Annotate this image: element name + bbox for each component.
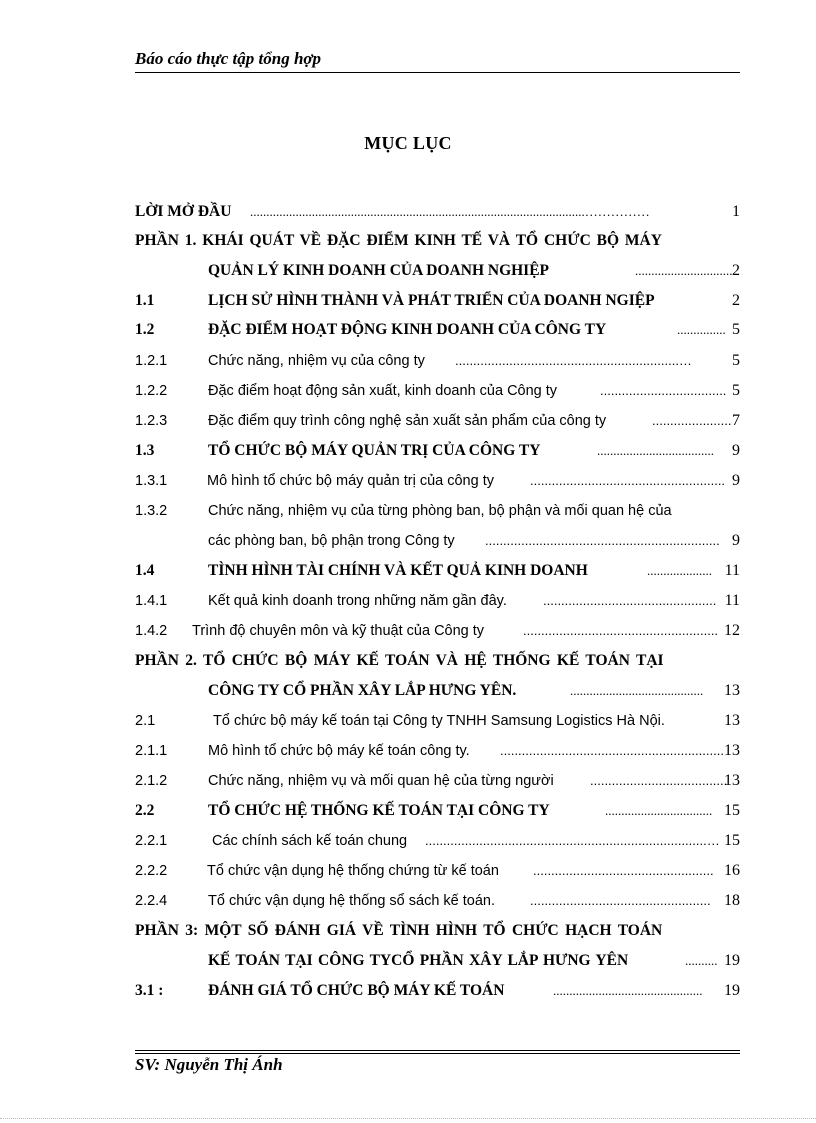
toc-entry[interactable]	[135, 260, 740, 282]
toc-entry-title: QUẢN LÝ KINH DOANH CỦA DOANH NGHIỆP	[208, 262, 550, 279]
toc-entry[interactable]	[135, 470, 740, 492]
toc-entry[interactable]	[135, 380, 740, 402]
toc-section-number: 1.2.1	[135, 353, 168, 369]
toc-section-number: 1.3.1	[135, 473, 168, 489]
toc-entry-title: Trình độ chuyên môn và kỹ thuật của Công ty	[192, 623, 485, 639]
toc-page-number: 5	[732, 321, 740, 338]
toc-page-number: 7	[732, 412, 740, 429]
toc-dot-leader: ...................................	[600, 383, 727, 398]
toc-section-number: 1.3	[135, 442, 155, 459]
toc-entry[interactable]	[135, 350, 740, 372]
toc-dot-leader: ................................................	[543, 593, 717, 608]
footer-author: SV: Nguyễn Thị Ánh	[135, 1055, 283, 1074]
toc-entry-title: Tổ chức vận dụng hệ thống sổ sách kế toán.	[208, 893, 496, 909]
toc-dot-leader: .........................................	[570, 683, 704, 698]
toc-entry[interactable]	[135, 710, 740, 732]
toc-dot-leader: ..............................................	[553, 983, 703, 998]
toc-entry[interactable]	[135, 201, 740, 223]
toc-entry-title: CÔNG TY CỔ PHẦN XÂY LẮP HƯNG YÊN.	[208, 682, 517, 699]
toc-section-number: 2.2.2	[135, 863, 168, 879]
toc-entry-title: Kết quả kinh doanh trong những năm gần đây.	[208, 593, 507, 609]
toc-page-number: 2	[732, 292, 740, 309]
toc-dot-leader: ..............................	[635, 263, 733, 278]
toc-section-number: 1.2	[135, 321, 155, 338]
toc-page-number: 5	[732, 382, 740, 399]
toc-dot-leader: ..................................................	[533, 863, 714, 878]
toc-page-number: 18	[724, 892, 740, 909]
toc-section-number: 1.1	[135, 292, 155, 309]
toc-entry-title: Tổ chức bộ máy kế toán tại Công ty TNHH Samsung Logistics Hà Nội.	[213, 713, 665, 729]
toc-entry[interactable]	[135, 890, 740, 912]
toc-entry[interactable]	[135, 650, 740, 672]
toc-dot-leader: ....................	[647, 563, 712, 578]
toc-page-number: 13	[724, 742, 740, 759]
toc-page-number: 5	[732, 352, 740, 369]
toc-entry[interactable]	[135, 800, 740, 822]
toc-page-number: 15	[724, 802, 740, 819]
toc-entry[interactable]	[135, 920, 740, 942]
toc-entry[interactable]	[135, 440, 740, 462]
toc-entry[interactable]	[135, 410, 740, 432]
toc-entry-title: LỊCH SỬ HÌNH THÀNH VÀ PHÁT TRIỂN CỦA DOANH NGIỆP	[208, 292, 655, 309]
toc-entry-title: Chức năng, nhiệm vụ của công ty	[208, 353, 425, 369]
toc-dot-leader: ......................	[652, 413, 732, 428]
toc-section-number: 3.1 :	[135, 982, 164, 999]
toc-dot-leader: ......................................	[590, 773, 728, 788]
header-rule	[135, 72, 740, 73]
toc-entry[interactable]	[135, 980, 740, 1002]
toc-entry[interactable]	[135, 860, 740, 882]
toc-dot-leader: ....................................	[597, 443, 714, 458]
toc-entry-title: TÌNH HÌNH TÀI CHÍNH VÀ KẾT QUẢ KINH DOANH	[208, 562, 588, 579]
toc-dot-leader: .......................................................................................................……………	[250, 204, 650, 219]
toc-entry-title: các phòng ban, bộ phận trong Công ty	[208, 533, 455, 549]
toc-section-number: 2.1.2	[135, 773, 168, 789]
toc-page-number: 2	[732, 262, 740, 279]
toc-page-number: 9	[732, 442, 740, 459]
toc-entry-title: Chức năng, nhiệm vụ và mối quan hệ của từng người	[208, 773, 554, 789]
toc-entry[interactable]	[135, 290, 740, 312]
toc-entry-title: Chức năng, nhiệm vụ của từng phòng ban, bộ phận và mối quan hệ của	[208, 503, 672, 519]
toc-dot-leader: ......................................................	[530, 473, 726, 488]
toc-page-number: 19	[724, 982, 740, 999]
footer-rule	[135, 1053, 740, 1054]
toc-dot-leader: .................................	[605, 803, 713, 818]
toc-entry-title: Các chính sách kế toán chung	[212, 833, 408, 849]
toc-entry-title: Đặc điểm hoạt động sản xuất, kinh doanh của Công ty	[208, 383, 558, 399]
toc-dot-leader: ..............................................................................…	[425, 833, 720, 848]
toc-section-number: 2.2.4	[135, 893, 168, 909]
toc-section-number: 1.4.2	[135, 623, 168, 639]
toc-entry[interactable]	[135, 590, 740, 612]
toc-entry-title: Tổ chức vận dụng hệ thống chứng từ kế toán	[207, 863, 499, 879]
toc-page-number: 19	[724, 952, 740, 969]
toc-entry[interactable]	[135, 500, 740, 522]
toc-entry-title: PHẦN 2. TỔ CHỨC BỘ MÁY KẾ TOÁN VÀ HỆ THỐNG KẾ TOÁN TẠI	[135, 652, 664, 669]
toc-entry[interactable]	[135, 560, 740, 582]
toc-dot-leader: ..................................................	[530, 893, 711, 908]
page-title: MỤC LỤC	[364, 133, 452, 153]
page-header	[135, 48, 740, 70]
toc-entry-title: ĐÁNH GIÁ TỔ CHỨC BỘ MÁY KẾ TOÁN	[208, 982, 505, 999]
toc-section-number: 2.1.1	[135, 743, 168, 759]
toc-section-number: 1.4.1	[135, 593, 168, 609]
toc-section-number: 2.1	[135, 713, 156, 729]
toc-entry-title: TỔ CHỨC BỘ MÁY QUẢN TRỊ CỦA CÔNG TY	[208, 442, 541, 459]
toc-entry-title: Đặc điểm quy trình công nghệ sản xuất sản phẩm của công ty	[208, 413, 607, 429]
toc-entry-title: LỜI MỞ ĐẦU	[135, 203, 232, 220]
toc-entry[interactable]	[135, 830, 740, 852]
toc-section-number: 2.2.1	[135, 833, 168, 849]
toc-entry[interactable]	[135, 740, 740, 762]
page-bottom-border	[0, 1118, 816, 1119]
toc-entry-title: PHẦN 3: MỘT SỐ ĐÁNH GIÁ VỀ TÌNH HÌNH TỔ CHỨC HẠCH TOÁN	[135, 922, 663, 939]
toc-page-number: 16	[724, 862, 740, 879]
toc-entry[interactable]	[135, 770, 740, 792]
toc-section-number: 1.2.3	[135, 413, 168, 429]
toc-page-number: 13	[724, 772, 740, 789]
toc-entry[interactable]	[135, 620, 740, 642]
toc-page-number: 13	[724, 712, 740, 729]
toc-dot-leader: ...............	[677, 322, 726, 337]
toc-page-number: 1	[732, 203, 740, 220]
toc-entry-title: TỔ CHỨC HỆ THỐNG KẾ TOÁN TẠI CÔNG TY	[208, 802, 550, 819]
toc-entry-title: Mô hình tổ chức bộ máy quản trị của công ty	[207, 473, 494, 489]
toc-entry-title: ĐẶC ĐIỂM HOẠT ĐỘNG KINH DOANH CỦA CÔNG TY	[208, 321, 607, 338]
toc-page-number: 9	[732, 472, 740, 489]
toc-page-number: 11	[724, 592, 740, 609]
header-title: Báo cáo thực tập tổng hợp	[135, 49, 322, 68]
toc-entry[interactable]	[135, 950, 740, 972]
toc-entry-title: KẾ TOÁN TẠI CÔNG TYCỔ PHẦN XÂY LẮP HƯNG YÊN	[208, 952, 629, 969]
toc-dot-leader: ......................................................	[523, 623, 719, 638]
toc-dot-leader: ..........	[685, 953, 718, 968]
toc-entry[interactable]	[135, 230, 740, 252]
toc-section-number: 1.2.2	[135, 383, 168, 399]
toc-page-number: 15	[724, 832, 740, 849]
toc-entry[interactable]	[135, 680, 740, 702]
toc-dot-leader: ..............................................................	[500, 743, 724, 758]
toc-section-number: 1.4	[135, 562, 155, 579]
footer-rule	[135, 1050, 740, 1051]
toc-page-number: 9	[732, 532, 740, 549]
toc-section-number: 2.2	[135, 802, 155, 819]
toc-page-number: 12	[724, 622, 740, 639]
toc-section-number: 1.3.2	[135, 503, 168, 519]
toc-page-number: 11	[724, 562, 740, 579]
toc-dot-leader: ..............................................................…	[455, 353, 692, 368]
toc-entry-title: Mô hình tổ chức bộ máy kế toán công ty.	[208, 743, 470, 759]
toc-dot-leader: .................................................................	[485, 533, 720, 548]
toc-entry-title: PHẦN 1. KHÁI QUÁT VỀ ĐẶC ĐIỂM KINH TẾ VÀ TỔ CHỨC BỘ MÁY	[135, 232, 662, 249]
toc-entry[interactable]	[135, 319, 740, 341]
toc-page-number: 13	[724, 682, 740, 699]
toc-entry[interactable]	[135, 530, 740, 552]
